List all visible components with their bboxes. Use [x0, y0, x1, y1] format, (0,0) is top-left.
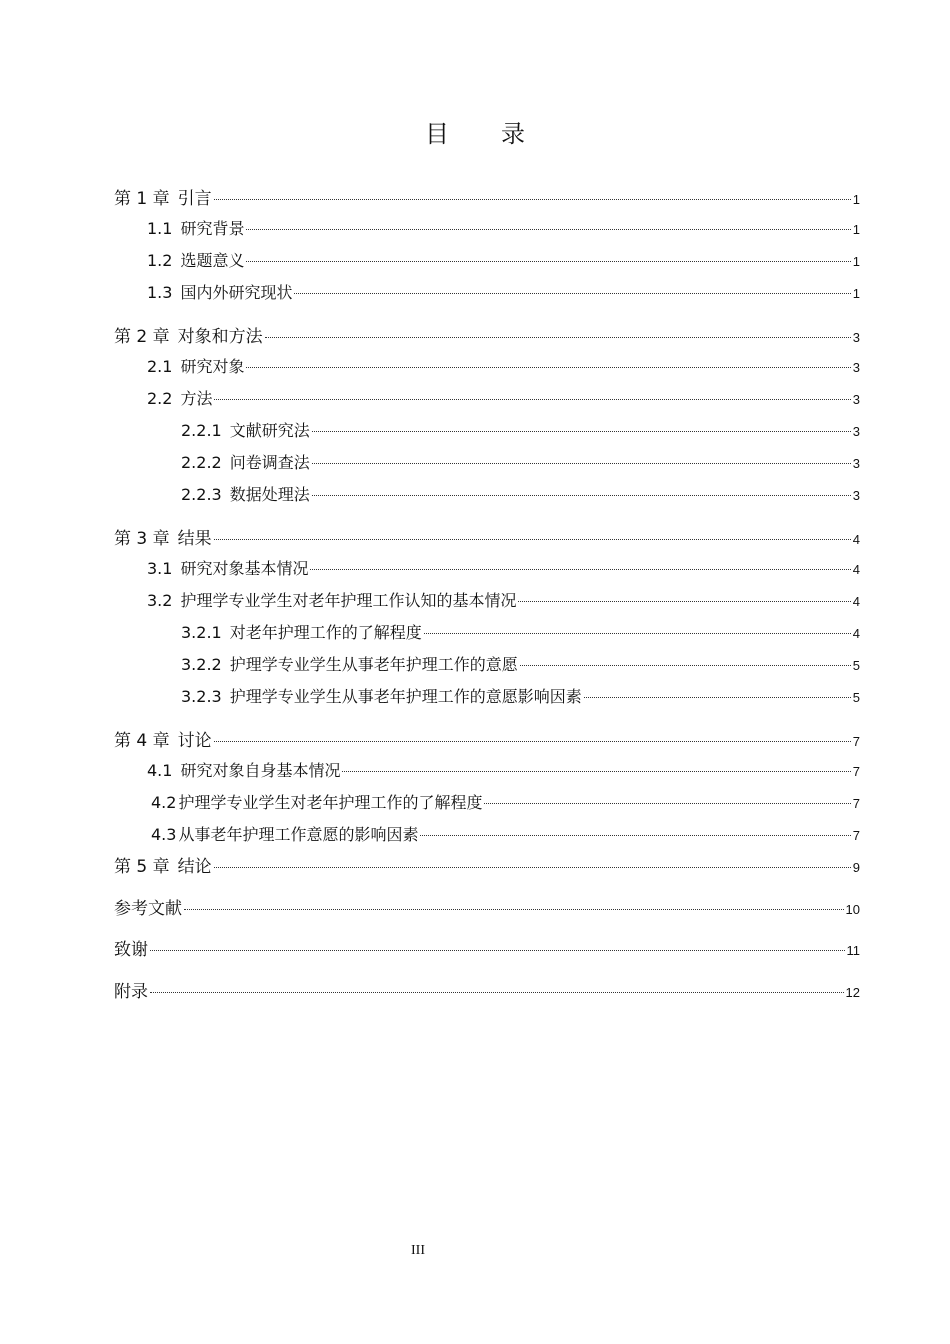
toc-entry-page: 3 — [852, 360, 860, 375]
toc-entry-number: 第 5 章 — [114, 857, 170, 877]
dot-leader — [342, 771, 850, 772]
dot-leader — [246, 261, 850, 262]
toc-entry-page: 1 — [852, 192, 860, 207]
toc-title — [0, 114, 950, 149]
toc-entry-label: 护理学专业学生对老年护理工作的了解程度 — [178, 793, 483, 812]
toc-entry-number: 3.1 — [147, 559, 173, 578]
dot-leader — [214, 741, 851, 742]
toc-entry-label: 问卷调查法 — [229, 453, 310, 472]
toc-entry-number: 4.1 — [147, 761, 173, 780]
dot-leader — [420, 835, 850, 836]
toc-entry-number: 第 1 章 — [114, 189, 170, 209]
toc-entry-chapter-4[interactable] — [114, 726, 860, 750]
toc-entry-page: 7 — [852, 828, 860, 843]
toc-entry-label: 研究对象基本情况 — [180, 559, 309, 578]
toc-entry-number: 2.2 — [147, 389, 173, 408]
page-number-footer: III — [411, 1243, 425, 1258]
toc-entry-4-3[interactable] — [114, 822, 860, 846]
toc-entry-label: 数据处理法 — [229, 485, 310, 504]
toc-entry-1-2[interactable] — [114, 248, 860, 272]
toc-entry-chapter-5[interactable] — [114, 852, 860, 876]
toc-entry-3-2-1[interactable] — [114, 620, 860, 644]
toc-entry-4-2[interactable] — [114, 790, 860, 814]
toc-entry-2-1[interactable] — [114, 354, 860, 378]
toc-entry-chapter-2[interactable] — [114, 322, 860, 346]
toc-entry-page: 3 — [852, 330, 860, 345]
dot-leader — [312, 431, 851, 432]
toc-entry-3-2[interactable] — [114, 588, 860, 612]
dot-leader — [246, 367, 850, 368]
toc-entry-page: 1 — [852, 286, 860, 301]
toc-title-char-2: 录 — [501, 120, 525, 148]
toc-entry-label: 讨论 — [177, 731, 212, 751]
toc-entry-page: 5 — [852, 690, 860, 705]
toc-entry-label: 选题意义 — [180, 251, 245, 270]
toc-entry-label: 引言 — [177, 189, 212, 209]
toc-entry-page: 3 — [852, 392, 860, 407]
toc-entry-label: 从事老年护理工作意愿的影响因素 — [178, 825, 419, 844]
toc-entry-label: 文献研究法 — [229, 421, 310, 440]
toc-entry-page: 4 — [852, 532, 860, 547]
toc-entry-label: 对老年护理工作的了解程度 — [229, 623, 422, 642]
toc-entry-chapter-3[interactable] — [114, 524, 860, 548]
toc-entry-label: 参考文献 — [114, 899, 182, 919]
dot-leader — [214, 399, 850, 400]
toc-entry-number: 3.2.1 — [181, 623, 222, 642]
toc-entry-number: 2.2.3 — [181, 485, 222, 504]
toc-entry-label: 对象和方法 — [177, 327, 263, 347]
toc-entry-page: 11 — [846, 943, 860, 958]
toc-entry-number: 第 2 章 — [114, 327, 170, 347]
toc-entry-page: 3 — [852, 424, 860, 439]
toc-entry-number: 2.2.2 — [181, 453, 222, 472]
toc-entry-number: 3.2.3 — [181, 687, 222, 706]
toc-entry-2-2[interactable] — [114, 386, 860, 410]
toc-entry-page: 3 — [852, 488, 860, 503]
dot-leader — [184, 909, 844, 910]
toc-entry-page: 7 — [852, 734, 860, 749]
toc-entry-3-1[interactable] — [114, 556, 860, 580]
toc-entry-page: 4 — [852, 562, 860, 577]
dot-leader — [214, 539, 851, 540]
toc-entry-number: 1.2 — [147, 251, 173, 270]
toc-entry-label: 研究对象自身基本情况 — [180, 761, 341, 780]
dot-leader — [584, 697, 851, 698]
toc-entry-label: 致谢 — [114, 940, 148, 960]
toc-entry-number: 4.2 — [151, 793, 177, 812]
dot-leader — [150, 950, 845, 951]
toc-entry-number: 1.3 — [147, 283, 173, 302]
toc-entry-page: 5 — [852, 658, 860, 673]
toc-entry-3-2-2[interactable] — [114, 652, 860, 676]
toc-entry-number: 2.2.1 — [181, 421, 222, 440]
dot-leader — [312, 495, 851, 496]
toc-entry-2-2-1[interactable] — [114, 418, 860, 442]
dot-leader — [265, 337, 851, 338]
toc-entry-1-1[interactable] — [114, 216, 860, 240]
toc-entry-label: 研究对象 — [180, 357, 245, 376]
toc-entry-2-2-3[interactable] — [114, 482, 860, 506]
toc-entry-label: 护理学专业学生从事老年护理工作的意愿 — [229, 655, 518, 674]
toc-entry-number: 3.2 — [147, 591, 173, 610]
toc-entry-label: 护理学专业学生对老年护理工作认知的基本情况 — [180, 591, 517, 610]
toc-entry-label: 研究背景 — [180, 219, 245, 238]
dot-leader — [310, 569, 850, 570]
toc-entry-references[interactable] — [114, 894, 860, 918]
dot-leader — [520, 665, 851, 666]
toc-entry-number: 1.1 — [147, 219, 173, 238]
toc-entry-2-2-2[interactable] — [114, 450, 860, 474]
toc-entry-page: 7 — [852, 796, 860, 811]
dot-leader — [312, 463, 851, 464]
toc-entry-label: 附录 — [114, 982, 148, 1002]
toc-entry-label: 结论 — [177, 857, 212, 877]
toc-entry-number: 第 3 章 — [114, 529, 170, 549]
toc-entry-number: 4.3 — [151, 825, 177, 844]
toc-entry-number: 3.2.2 — [181, 655, 222, 674]
toc-entry-page: 7 — [852, 764, 860, 779]
toc-entry-page: 4 — [852, 594, 860, 609]
toc-entry-page: 9 — [852, 860, 860, 875]
dot-leader — [214, 867, 851, 868]
toc-entry-page: 3 — [852, 456, 860, 471]
dot-leader — [246, 229, 850, 230]
dot-leader — [150, 992, 844, 993]
toc-entry-acknowledgements[interactable] — [114, 935, 860, 959]
toc-entry-label: 护理学专业学生从事老年护理工作的意愿影响因素 — [229, 687, 582, 706]
toc-entry-3-2-3[interactable] — [114, 684, 860, 708]
dot-leader — [424, 633, 851, 634]
toc-entry-label: 国内外研究现状 — [180, 283, 293, 302]
toc-entry-page: 10 — [845, 902, 860, 917]
toc-entry-label: 结果 — [177, 529, 212, 549]
toc-entry-chapter-1[interactable] — [114, 184, 860, 208]
toc-title-char-1: 目 — [425, 120, 449, 148]
toc-entry-page: 12 — [845, 985, 860, 1000]
toc-entry-page: 1 — [852, 222, 860, 237]
toc-entry-4-1[interactable] — [114, 758, 860, 782]
toc-entry-page: 4 — [852, 626, 860, 641]
toc-entry-page: 1 — [852, 254, 860, 269]
dot-leader — [214, 199, 851, 200]
dot-leader — [484, 803, 850, 804]
toc-entry-number: 2.1 — [147, 357, 173, 376]
dot-leader — [518, 601, 850, 602]
toc-entry-number: 第 4 章 — [114, 731, 170, 751]
dot-leader — [294, 293, 850, 294]
toc-entry-appendix[interactable] — [114, 977, 860, 1001]
toc-entry-label: 方法 — [180, 389, 213, 408]
toc-entry-1-3[interactable] — [114, 280, 860, 304]
